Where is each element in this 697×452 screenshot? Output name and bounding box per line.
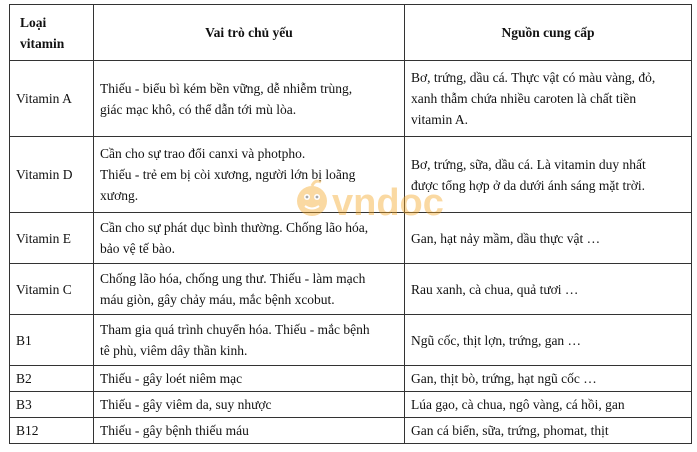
role-line: Thiếu - gây viêm da, suy nhược bbox=[100, 397, 272, 412]
source-line: Gan cá biển, sữa, trứng, phomat, thịt bbox=[411, 423, 609, 438]
role-line: tê phù, viêm dây thần kinh. bbox=[100, 343, 248, 358]
vitamin-name: Vitamin D bbox=[10, 137, 94, 213]
vitamin-name: B1 bbox=[10, 315, 94, 366]
vitamin-source bbox=[405, 213, 692, 264]
header-type-line: vitamin bbox=[20, 35, 65, 51]
vitamin-table bbox=[9, 4, 692, 444]
role-line: Cần cho sự trao đổi canxi và photpho. bbox=[100, 146, 306, 161]
vitamin-source bbox=[405, 61, 692, 137]
vitamin-source bbox=[405, 137, 692, 213]
vitamin-name: B12 bbox=[10, 418, 94, 444]
source-line: Gan, thịt bò, trứng, hạt ngũ cốc … bbox=[411, 371, 597, 386]
source-line: vitamin A. bbox=[411, 112, 468, 127]
table-row bbox=[10, 264, 692, 315]
role-line: Tham gia quá trình chuyển hóa. Thiếu - mắc bệnh bbox=[100, 322, 370, 337]
role-line: giác mạc khô, có thể dẫn tới mù lòa. bbox=[100, 101, 297, 117]
vitamin-name: Vitamin A bbox=[10, 61, 94, 137]
role-line: bảo vệ tế bào. bbox=[100, 241, 175, 256]
header-vitamin-type bbox=[10, 5, 94, 61]
vitamin-source bbox=[405, 366, 692, 392]
table-header-row bbox=[10, 5, 692, 61]
table-row bbox=[10, 213, 692, 264]
header-type-line: Loại bbox=[20, 14, 47, 30]
vitamin-role bbox=[94, 418, 405, 444]
vitamin-role bbox=[94, 264, 405, 315]
vitamin-source bbox=[405, 392, 692, 418]
vitamin-role bbox=[94, 137, 405, 213]
source-line: được tổng hợp ở da dưới ánh sáng mặt trời. bbox=[411, 177, 646, 193]
vitamin-source bbox=[405, 264, 692, 315]
vitamin-name: B3 bbox=[10, 392, 94, 418]
vitamin-name: Vitamin C bbox=[10, 264, 94, 315]
vitamin-name: B2 bbox=[10, 366, 94, 392]
role-line: Cần cho sự phát dục bình thường. Chống lão hóa, bbox=[100, 220, 369, 235]
role-line: máu giòn, gây chảy máu, mắc bệnh xcobut. bbox=[100, 292, 335, 307]
vitamin-source bbox=[405, 418, 692, 444]
vitamin-role bbox=[94, 392, 405, 418]
source-line: Rau xanh, cà chua, quả tươi … bbox=[411, 281, 579, 297]
table-row bbox=[10, 61, 692, 137]
vitamin-role bbox=[94, 315, 405, 366]
source-line: Gan, hạt nảy mầm, dầu thực vật … bbox=[411, 230, 601, 246]
source-line: xanh thẫm chứa nhiều caroten là chất tiền bbox=[411, 91, 637, 106]
source-line: Bơ, trứng, sữa, dầu cá. Là vitamin duy nhất bbox=[411, 156, 646, 172]
vitamin-name: Vitamin E bbox=[10, 213, 94, 264]
role-line: Thiếu - trẻ em bị còi xương, người lớn bị loãng bbox=[100, 167, 356, 182]
role-line: Thiếu - biểu bì kém bền vững, dễ nhiễm trùng, bbox=[100, 80, 353, 96]
header-role: Vai trò chủ yếu bbox=[94, 5, 405, 61]
vitamin-role bbox=[94, 213, 405, 264]
table-row bbox=[10, 137, 692, 213]
role-line: Thiếu - gây bệnh thiếu máu bbox=[100, 423, 249, 438]
vitamin-role bbox=[94, 366, 405, 392]
watermark-text: vndoc bbox=[332, 182, 444, 224]
source-line: Lúa gạo, cà chua, ngô vàng, cá hồi, gan bbox=[411, 397, 625, 412]
source-line: Bơ, trứng, dầu cá. Thực vật có màu vàng, đỏ, bbox=[411, 70, 656, 85]
header-source: Nguồn cung cấp bbox=[405, 5, 692, 61]
table-row bbox=[10, 392, 692, 418]
table-row bbox=[10, 366, 692, 392]
vitamin-role bbox=[94, 61, 405, 137]
role-line: Chống lão hóa, chống ung thư. Thiếu - làm mạch bbox=[100, 271, 366, 286]
role-line: Thiếu - gây loét niêm mạc bbox=[100, 371, 243, 386]
table-row bbox=[10, 418, 692, 444]
vitamin-source bbox=[405, 315, 692, 366]
table-row bbox=[10, 315, 692, 366]
role-line: xương. bbox=[100, 188, 139, 203]
source-line: Ngũ cốc, thịt lợn, trứng, gan … bbox=[411, 332, 582, 348]
